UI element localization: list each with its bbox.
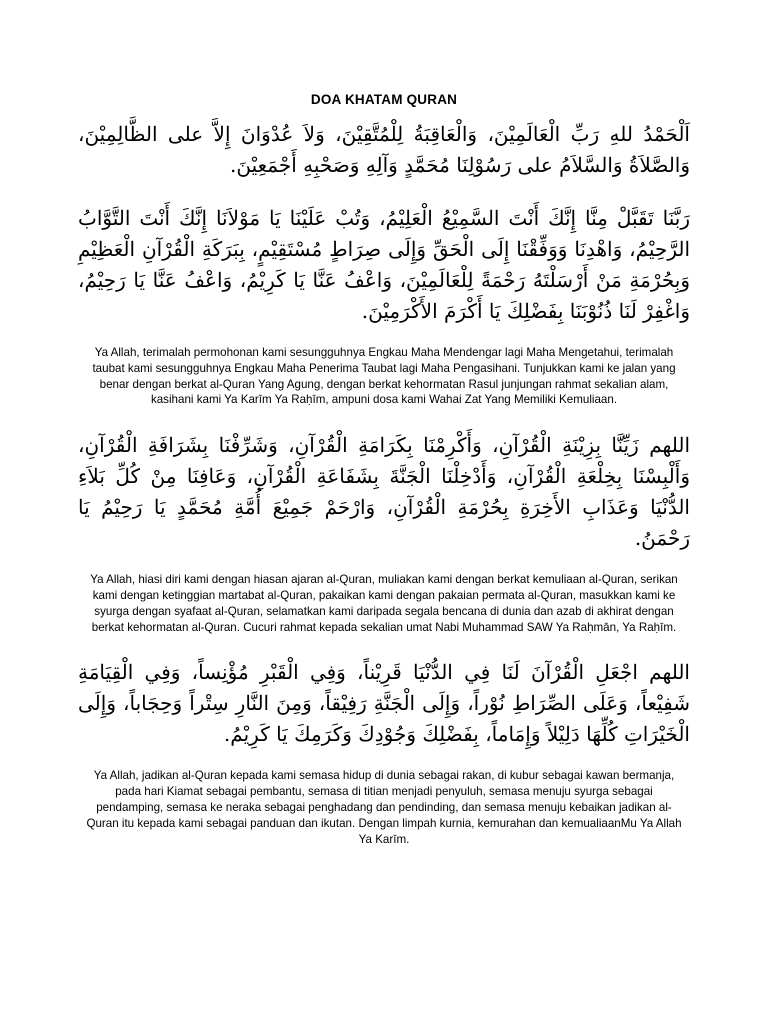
arabic-prayer-acceptance: رَبَّنَا تَقَبَّلْ مِنَّا إِنَّكَ أَنْتَ السَّمِيْعُ الْعَلِيْمُ، وَتُبْ عَلَيْنَا يَا مَوْلاَنَا إِنَّكَ أَنْتَ التَّوَّابُ الرَّحِيْمُ، وَاهْدِنَا وَوَفِّقْنَا إِلَى الْحَقِّ وَإِلَى صِرَاطٍ مُسْتَقِيْمٍ، بِبَرَكَةِ الْقُرْآنِ الْعَظِيْمِ وَبِحُرْمَةِ مَنْ أَرْسَلْتَهُ رَحْمَةً لِلْعَالَمِيْنَ، وَاعْفُ عَنَّا يَا كَرِيْمُ، وَاعْفُ عَنَّا يَا رَحِيْمُ، وَاغْفِرْ لَنَا ذُنُوْبَنَا بِفَضْلِكَ يَا أَكْرَمَ الأَكْرَمِيْنَ. [78, 206, 691, 323]
arabic-prayer-adornment: اللهم زَيِّنَّا بِزِيْنَةِ الْقُرْآنِ، وَأَكْرِمْنَا بِكَرَامَةِ الْقُرْآنِ، وَشَرِّفْنَا بِشَرَافَةِ الْقُرْآنِ، وَأَلْبِسْنَا بِخِلْعَةِ الْقُرْآنِ، وَأَدْخِلْنَا الْجَنَّةَ بِشَفَاعَةِ الْقُرْآنِ، وَعَافِنَا مِنْ كُلِّ بَلاَءِ الدُّنْيَا وَعَذَابِ الأَخِرَةِ بِحُرْمَةِ الْقُرْآنِ، وَارْحَمْ جَمِيْعَ أُمَّةِ مُحَمَّدٍ يَا رَحِيْمُ يَا رَحْمَنُ. [78, 433, 690, 551]
spacer [78, 327, 690, 345]
arabic-opening-praise: اَلْحَمْدُ للهِ رَبِّ الْعَالَمِيْنَ، وَالْعَاقِبَةُ لِلْمُتَّقِيْنَ، وَلاَ عُدْوَانَ إِلاَّ على الظَّالِمِيْنَ، وَالصَّلاَةُ وَالسَّلاَمُ على رَسُوْلِنَا مُحَمَّدٍ وَآلِهِ وَصَحْبِهِ أَجْمَعِيْنَ. [78, 122, 690, 177]
spacer [78, 635, 690, 657]
spacer [78, 408, 690, 430]
spacer [78, 750, 690, 768]
arabic-prayer-companion: اللهم اجْعَلِ الْقُرْآنَ لَنَا فِي الدُّنْيَا قَرِيْناً، وَفِي الْقَبْرِ مُؤْنِساً، وَفِي الْقِيَامَةِ شَفِيْعاً، وَعَلَى الصِّرَاطِ نُوْراً، وَإِلَى الْجَنَّةِ رَفِيْقاً، وَمِنَ النَّارِ سِتْراً وَحِجَاباً، وَإِلَى الْخَيْرَاتِ كُلِّهَا دَلِيْلاً وَإِمَاماً، بِفَضْلِكَ وَجُوْدِكَ وَكَرَمِكَ يَا كَرِيْمُ. [78, 660, 690, 747]
spacer [78, 181, 690, 203]
translation-prayer-companion: Ya Allah, jadikan al-Quran kepada kami semasa hidup di dunia sebagai rakan, di kubur sebagai kawan bermanja, pada hari Kiamat sebagai pembantu, semasa di titian menjadi penyuluh, semasa menuju syurga sebagai pendamping, semasa ke neraka sebagai penghadang dan pendinding, dan semasa menuju kebaikan jadikan al-Quran itu kepada kami sebagai panduan dan ikutan. Dengan limpah kurnia, kemurahan dan kemualiaanMu Ya Allah Ya Karīm. [86, 769, 682, 846]
spacer [78, 554, 690, 572]
document-title: DOA KHATAM QURAN [310, 92, 458, 107]
translation-prayer-adornment: Ya Allah, hiasi diri kami dengan hiasan ajaran al-Quran, muliakan kami dengan berkat kemuliaan al-Quran, serikan kami dengan ketinggian martabat al-Quran, pakaikan kami dengan pakaian permata al-Quran, masukkan kami ke syurga dengan syafaat al-Quran, selamatkan kami daripada segala bencana di dunia dan azab di akhirat dengan berkat kehormatan al-Quran. Cucuri rahmat kepada sekalian umat Nabi Muhammad SAW Ya Raḥmān, Ya Raḥīm. [90, 573, 678, 634]
translation-prayer-acceptance: Ya Allah, terimalah permohonan kami sesungguhnya Engkau Maha Mendengar lagi Maha Mengetahui, terimalah taubat kami sesungguhnya Engkau Maha Penerima Taubat lagi Maha Pengasihani. Tunjukkan kami ke jalan yang benar dengan berkat al-Quran Yang Agung, dengan berkat kehormatan Rasul junjungan rahmat sekalian alam, kasihani kami Ya Karīm Ya Raḥīm, ampuni dosa kami Wahai Zat Yang Memiliki Kemuliaan. [92, 346, 676, 407]
